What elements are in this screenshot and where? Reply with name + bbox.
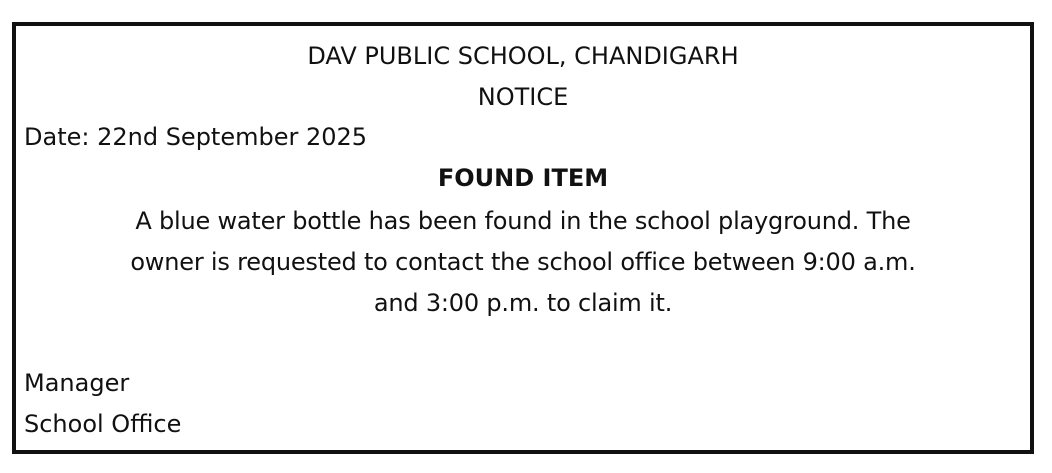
- notice-body-line: and 3:00 p.m. to claim it.: [373, 289, 673, 317]
- signatory-name: Manager: [24, 369, 130, 397]
- notice-heading: NOTICE: [477, 83, 569, 111]
- notice-body-line: A blue water bottle has been found in the school playground. The: [135, 207, 911, 235]
- notice-box: [12, 22, 1034, 454]
- notice-body: [26, 201, 1020, 324]
- school-name: DAV PUBLIC SCHOOL, CHANDIGARH: [307, 42, 739, 70]
- notice-title: FOUND ITEM: [437, 164, 609, 192]
- signatory-department: School Office: [24, 410, 182, 438]
- notice-body-line: owner is requested to contact the school office between 9:00 a.m.: [130, 248, 916, 276]
- notice-date: Date: 22nd September 2025: [24, 123, 368, 151]
